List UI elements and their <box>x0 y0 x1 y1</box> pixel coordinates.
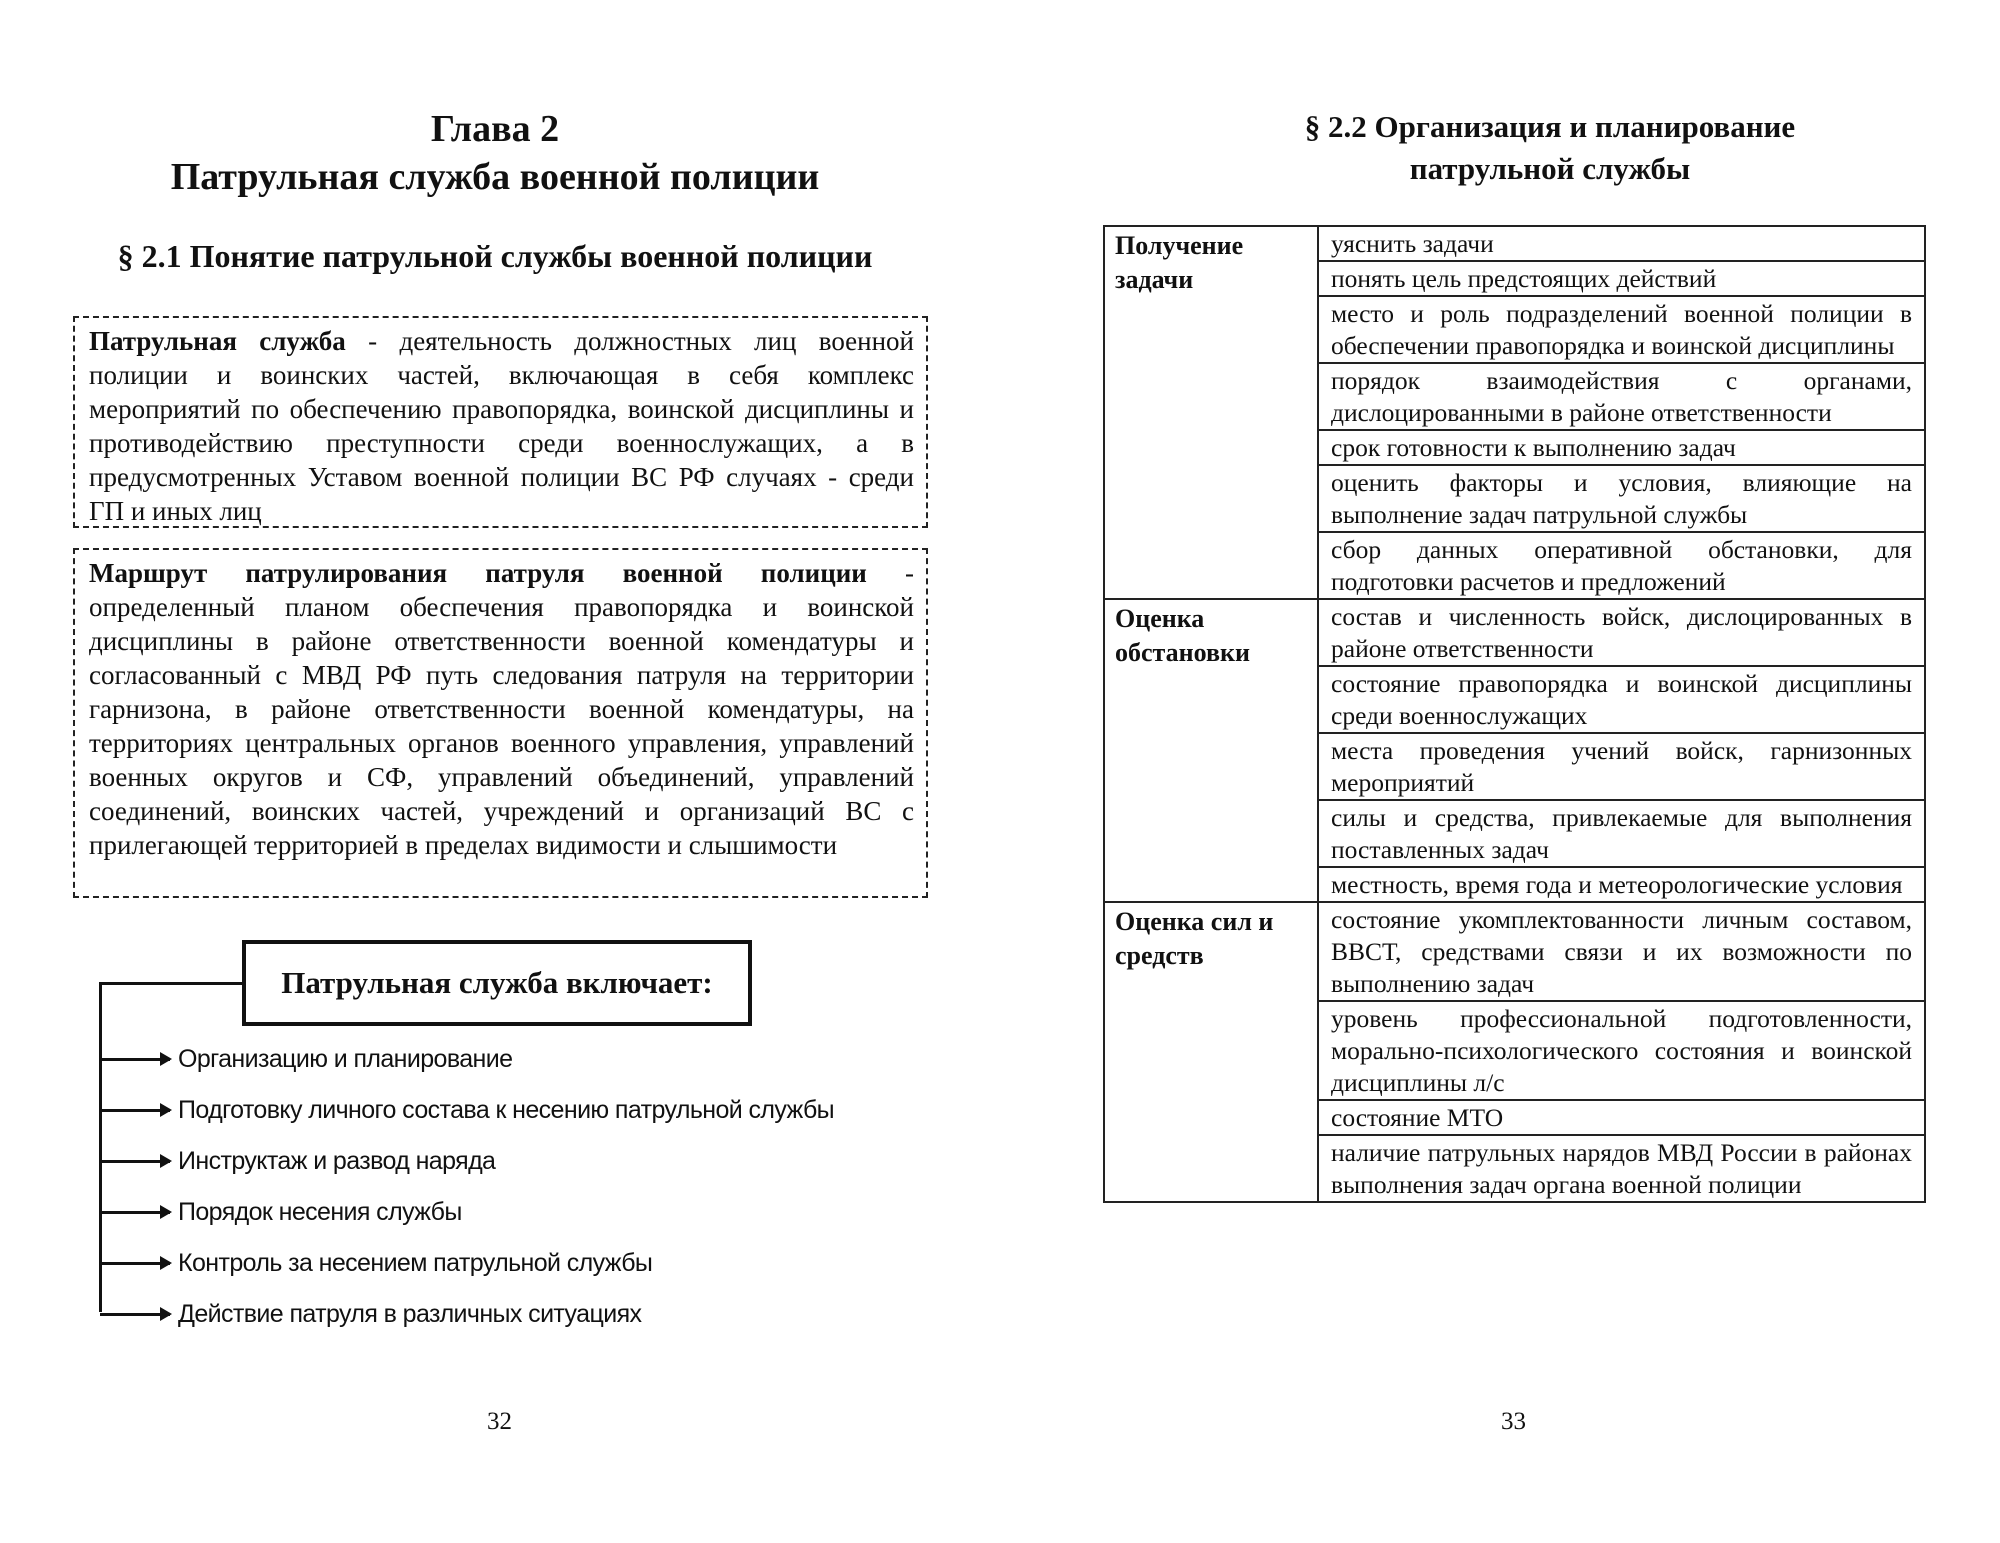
definition-term: Патрульная служба <box>89 326 346 356</box>
section-title-2-1: § 2.1 Понятие патрульной службы военной полиции <box>117 238 873 274</box>
item-cell: местность, время года и метеорологические условия <box>1318 867 1925 902</box>
item-cell: срок готовности к выполнению задач <box>1318 430 1925 465</box>
table-row <box>1104 902 1925 1001</box>
item-cell: состояние правопорядка и воинской дисциплины среди военнослужащих <box>1318 666 1925 733</box>
item-cell: состав и численность войск, дислоцированных в районе ответственности <box>1318 599 1925 666</box>
planning-table <box>1103 225 1926 1203</box>
category-cell: Оценка сил и средств <box>1104 902 1318 1202</box>
includes-item-label: Подготовку личного состава к несению патрульной службы <box>178 1095 835 1124</box>
right-page <box>1000 0 2000 1543</box>
includes-item-label: Порядок несения службы <box>178 1197 462 1226</box>
item-cell: состояние укомплектованности личным составом, ВВСТ, средствами связи и их возможности по выполнению задач <box>1318 902 1925 1001</box>
arrow-right-icon <box>100 1211 170 1214</box>
chapter-number: Глава 2 <box>430 108 560 150</box>
includes-item <box>100 1039 512 1079</box>
definition-box-patrol-service <box>73 316 928 528</box>
chapter-title <box>60 105 930 201</box>
includes-item <box>100 1192 462 1232</box>
includes-item-label: Действие патруля в различных ситуациях <box>178 1299 642 1328</box>
item-cell: состояние МТО <box>1318 1100 1925 1135</box>
item-cell: силы и средства, привлекаемые для выполнения поставленных задач <box>1318 800 1925 867</box>
item-cell: места проведения учений войск, гарнизонных мероприятий <box>1318 733 1925 800</box>
page-number-right: 33 <box>1501 1408 1526 1435</box>
includes-item-label: Организацию и планирование <box>178 1044 513 1073</box>
arrow-right-icon <box>100 1058 170 1061</box>
section-title-line: патрульной службы <box>1409 151 1691 186</box>
section-title-line: § 2.2 Организация и планирование <box>1304 109 1796 144</box>
arrow-right-icon <box>100 1262 170 1265</box>
definition-text: - деятельность должностных лиц военной полиции и воинских частей, включающая в себя комплекс мероприятий по обеспечению правопорядка, воинской дисциплины и противодействию преступности среди военнослужащих, а в предусмотренных Уставом военной полиции ВС РФ случаях - среди ГП и иных лиц <box>89 326 914 526</box>
definition-box-patrol-route <box>73 548 928 898</box>
includes-item-label: Инструктаж и развод наряда <box>178 1146 496 1175</box>
section-title-2-2 <box>1150 106 1950 190</box>
item-cell: сбор данных оперативной обстановки, для подготовки расчетов и предложений <box>1318 532 1925 599</box>
item-cell: уяснить задачи <box>1318 226 1925 261</box>
definition-term: Маршрут патрулирования патруля военной полиции <box>89 558 867 588</box>
page-number-left: 32 <box>487 1408 512 1435</box>
definition-text: - определенный планом обеспечения правопорядка и воинской дисциплины в районе ответственности военной комендатуры и согласованный с МВД РФ путь следования патруля на территории гарнизона, в районе ответственности военной комендатуры, на территориях центральных органов военного управления, управлений военных округов и СФ, управлений объединений, управлений соединений, воинских частей, учреждений и организаций ВС с прилегающей территорией в пределах видимости и слышимости <box>89 558 915 860</box>
table-row <box>1104 599 1925 666</box>
category-cell: Оценка обстановки <box>1104 599 1318 902</box>
includes-item <box>100 1141 495 1181</box>
includes-title-box <box>242 940 752 1026</box>
diagram-connector-horizontal <box>100 982 242 985</box>
includes-item-label: Контроль за несением патрульной службы <box>178 1248 653 1277</box>
item-cell: наличие патрульных нарядов МВД России в районах выполнения задач органа военной полиции <box>1318 1135 1925 1202</box>
category-cell: Получение задачи <box>1104 226 1318 599</box>
item-cell: уровень профессиональной подготовленности, морально-психологического состояния и воинской дисциплины л/с <box>1318 1001 1925 1100</box>
item-cell: понять цель предстоящих действий <box>1318 261 1925 296</box>
includes-item <box>100 1243 652 1283</box>
item-cell: оценить факторы и условия, влияющие на выполнение задач патрульной службы <box>1318 465 1925 532</box>
table-row <box>1104 226 1925 261</box>
chapter-name: Патрульная служба военной полиции <box>170 156 820 198</box>
arrow-right-icon <box>100 1160 170 1163</box>
includes-title: Патрульная служба включает: <box>281 965 713 1000</box>
item-cell: порядок взаимодействия с органами, дислоцированными в районе ответственности <box>1318 363 1925 430</box>
item-cell: место и роль подразделений военной полиции в обеспечении правопорядка и воинской дисциплины <box>1318 296 1925 363</box>
arrow-right-icon <box>100 1109 170 1112</box>
arrow-right-icon <box>100 1313 170 1316</box>
includes-item <box>100 1090 834 1130</box>
includes-item <box>100 1294 641 1334</box>
